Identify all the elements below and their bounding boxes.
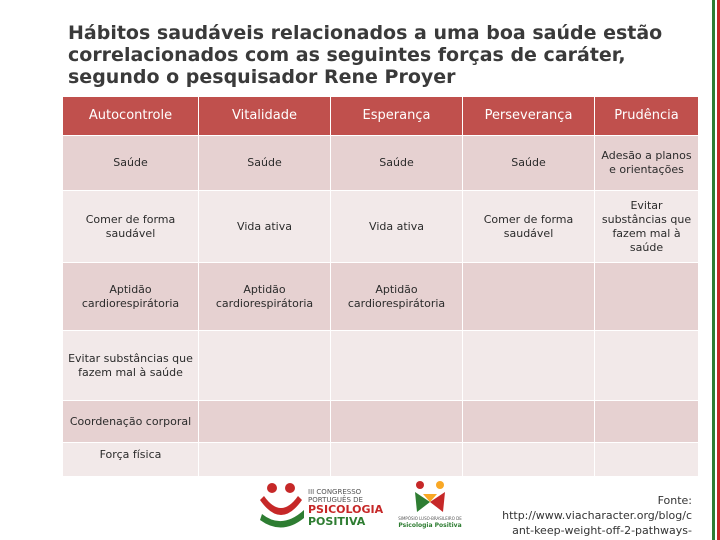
table-cell	[595, 263, 699, 331]
slide-title: Hábitos saudáveis relacionados a uma boa saúde estão correlacionados com as seguintes forças de caráter, segundo o pesquisador Rene Proyer	[68, 22, 663, 88]
table-cell	[595, 401, 699, 443]
table-header-row	[63, 97, 699, 136]
table-cell	[463, 331, 595, 401]
table-cell	[331, 331, 463, 401]
table-cell	[463, 263, 595, 331]
table-cell	[331, 443, 463, 477]
congress-logo-line1: III CONGRESSO	[308, 488, 362, 496]
decorative-stripe	[712, 0, 720, 540]
source-citation	[482, 493, 692, 538]
header-cell: Esperança	[331, 97, 463, 136]
source-url-line1[interactable]: http://www.viacharacter.org/blog/c	[502, 509, 692, 522]
table-cell	[199, 331, 331, 401]
source-url-line2[interactable]: ant-keep-weight-off-2-pathways-	[512, 524, 692, 537]
header-cell: Autocontrole	[63, 97, 199, 136]
table-cell	[199, 443, 331, 477]
header-cell: Prudência	[595, 97, 699, 136]
table-row	[63, 191, 699, 263]
table-cell: Saúde	[199, 136, 331, 191]
table-cell: Vida ativa	[331, 191, 463, 263]
table-cell	[199, 401, 331, 443]
table-cell: Evitar substâncias que fazem mal à saúde	[63, 331, 199, 401]
table-cell: Saúde	[331, 136, 463, 191]
congress-logo-line2: PORTUGUÊS DE	[308, 496, 363, 504]
table-row	[63, 263, 699, 331]
source-label: Fonte:	[657, 494, 692, 507]
header-cell: Perseverança	[463, 97, 595, 136]
table-cell: Adesão a planos e orientações	[595, 136, 699, 191]
symposium-logo-line1: SIMPÓSIO LUSO-BRASILEIRO DE	[398, 516, 462, 521]
congress-logo	[258, 480, 388, 530]
table-row	[63, 401, 699, 443]
table-row	[63, 331, 699, 401]
congress-logo-line3: PSICOLOGIA	[308, 503, 384, 516]
table-row	[63, 136, 699, 191]
congress-logo-icon	[258, 480, 306, 530]
table-cell	[595, 331, 699, 401]
header-cell: Vitalidade	[199, 97, 331, 136]
character-strengths-table	[62, 96, 699, 477]
congress-logo-line4: POSITIVA	[308, 515, 366, 528]
table-row	[63, 443, 699, 477]
symposium-logo	[395, 480, 465, 530]
table-cell: Aptidão cardiorespirátoria	[331, 263, 463, 331]
table-cell	[595, 443, 699, 477]
table-cell: Saúde	[63, 136, 199, 191]
table-cell: Saúde	[463, 136, 595, 191]
table-cell: Comer de forma saudável	[63, 191, 199, 263]
table-cell: Aptidão cardiorespirátoria	[63, 263, 199, 331]
symposium-logo-icon	[395, 480, 465, 516]
symposium-logo-line2: Psicologia Positiva	[398, 522, 462, 529]
table-cell: Evitar substâncias que fazem mal à saúde	[595, 191, 699, 263]
table-cell	[331, 401, 463, 443]
table-cell: Vida ativa	[199, 191, 331, 263]
table-cell: Aptidão cardiorespirátoria	[199, 263, 331, 331]
table-cell	[463, 401, 595, 443]
table-cell: Comer de forma saudável	[463, 191, 595, 263]
table-cell: Coordenação corporal	[63, 401, 199, 443]
table-cell	[463, 443, 595, 477]
table-cell: Força física	[63, 443, 199, 477]
